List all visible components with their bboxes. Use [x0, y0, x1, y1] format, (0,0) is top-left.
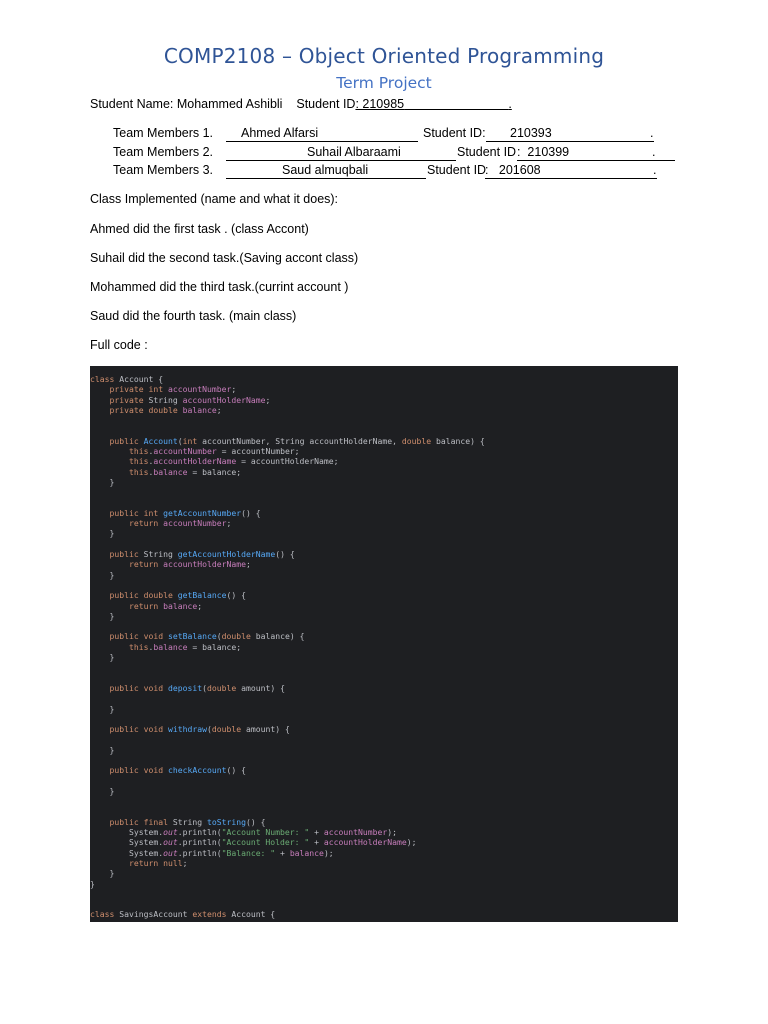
team-member-2-name-rule — [226, 160, 456, 161]
team-member-2-id-rule — [517, 160, 675, 161]
team-member-3-id-rule — [485, 178, 657, 179]
team-member-3-name-rule — [226, 178, 426, 179]
classes-heading: Class Implemented (name and what it does): — [90, 192, 339, 206]
student-name: Student Name: Mohammed Ashibli — [90, 97, 283, 111]
team-member-2-id: : 210399 — [517, 145, 570, 159]
team-member-2-id-label: Student ID — [457, 145, 517, 159]
team-member-3-end: . — [653, 163, 657, 177]
student-id-label: Student ID — [296, 97, 356, 111]
team-member-1-end: . — [650, 126, 654, 140]
team-member-2-end: . — [652, 145, 656, 159]
code-heading: Full code : — [90, 338, 148, 352]
task-3: Mohammed did the third task.(currint account ) — [90, 280, 349, 294]
team-member-3-name: Saud almuqbali — [282, 163, 369, 177]
student-id-value: : 210985 — [355, 97, 405, 111]
team-member-1-name-rule — [226, 141, 418, 142]
code-block — [90, 366, 678, 922]
team-member-1-id-rule — [486, 141, 654, 142]
team-member-3-id: : 201608 — [485, 163, 541, 177]
document-title: COMP2108 – Object Oriented Programming — [163, 44, 605, 68]
team-member-2-name: Suhail Albaraami — [307, 145, 401, 159]
team-member-3-label: Team Members 3. — [113, 163, 214, 177]
document-subtitle: Term Project — [336, 74, 432, 92]
task-2: Suhail did the second task.(Saving accont class) — [90, 251, 359, 265]
team-member-1-id: 210393 — [510, 126, 552, 140]
student-line — [90, 97, 512, 111]
task-1: Ahmed did the first task . (class Accont) — [90, 222, 309, 236]
task-4: Saud did the fourth task. (main class) — [90, 309, 297, 323]
team-member-1-id-label: Student ID: — [423, 126, 486, 140]
team-member-1-label: Team Members 1. — [113, 126, 214, 140]
team-member-3-id-label: Student ID — [427, 163, 487, 177]
code-text: class Account { private int accountNumber; private String accountHolderName; private double balance; public Account(int accountNumber, String accountHolderName, double balance) { this.accountNumber = accountNumber; this.accountHolderName = accountHolderName; this.balance = balance; } public int getAccountNumber() { return accountNumber; } public String getAccountHolderName() { return accountHolderName; } public double getBalance() { return balance; } public void setBalance(double balance) { this.balance = balance; } public void deposit(double amount) { } public void withdraw(double amount) { } public void checkAccount() { } public final String toString() { System.out.println("Account Number: " + accountNumber); System.out.println("Account Holder: " + accountHolderName); System.out.println("Balance: " + balance); return null; } } class SavingsAccount extends Account { — [90, 374, 485, 920]
team-member-1-name: Ahmed Alfarsi — [241, 126, 319, 140]
student-id-end: . — [508, 97, 512, 111]
team-member-2-label: Team Members 2. — [113, 145, 214, 159]
